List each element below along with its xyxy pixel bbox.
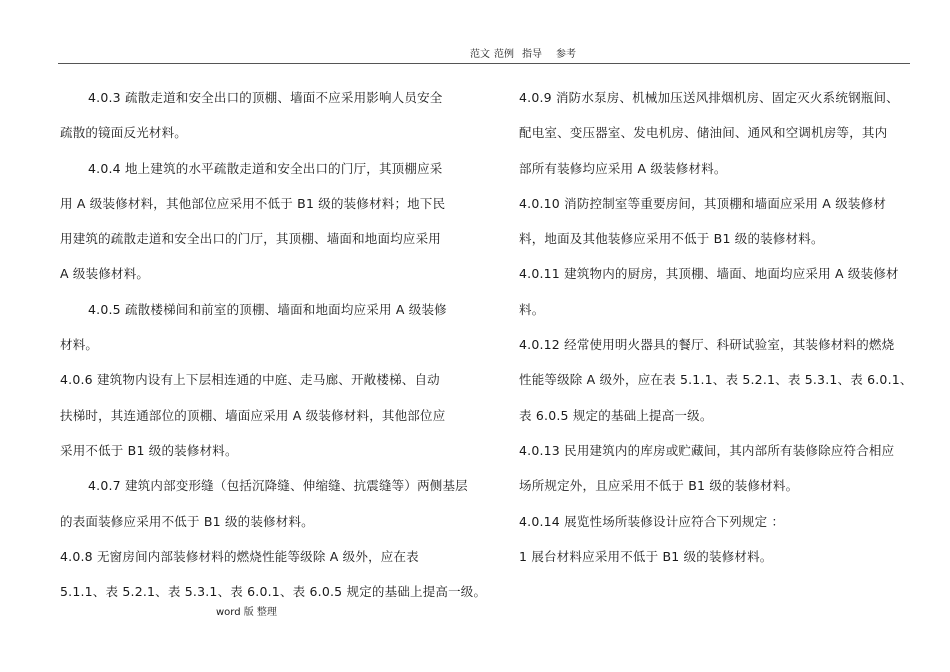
text-line: 4.0.7 建筑内部变形缝（包括沉降缝、伸缩缝、抗震缝等）两侧基层 xyxy=(88,478,468,494)
text-line: 4.0.4 地上建筑的水平疏散走道和安全出口的门厅，其顶棚应采 xyxy=(88,160,443,176)
text-line: 4.0.5 疏散楼梯间和前室的顶棚、墙面和地面均应采用 A 级装修 xyxy=(88,301,447,317)
text-line: 表 6.0.5 规定的基础上提高一级。 xyxy=(519,407,713,423)
text-line: 场所规定外，且应采用不低于 B1 级的装修材料。 xyxy=(519,478,799,494)
text-line: 1 展台材料应采用不低于 B1 级的装修材料。 xyxy=(519,548,773,564)
header-item: 范文 xyxy=(470,49,490,60)
text-line: 扶梯时，其连通部位的顶棚、墙面应采用 A 级装修材料，其他部位应 xyxy=(60,407,446,423)
text-line: 4.0.10 消防控制室等重要房间，其顶棚和墙面应采用 A 级装修材 xyxy=(519,195,887,211)
text-line: 5.1.1、表 5.2.1、表 5.3.1、表 6.0.1、表 6.0.5 规定的基础上提高一级。 xyxy=(60,584,487,600)
left-column xyxy=(60,80,487,609)
text-line: A 级装修材料。 xyxy=(60,266,150,282)
text-line: 性能等级除 A 级外，应在表 5.1.1、表 5.2.1、表 5.3.1、表 6.0.1、 xyxy=(519,372,913,388)
text-line: 用建筑的疏散走道和安全出口的门厅，其顶棚、墙面和地面均应采用 xyxy=(60,231,442,247)
text-line: 4.0.8 无窗房间内部装修材料的燃烧性能等级除 A 级外，应在表 xyxy=(60,548,419,564)
text-line: 材料。 xyxy=(60,337,99,353)
text-line: 4.0.11 建筑物内的厨房，其顶棚、墙面、地面均应采用 A 级装修材 xyxy=(519,266,899,282)
right-column xyxy=(519,80,919,574)
header-item: 指导 xyxy=(522,49,542,60)
page-footer: word 版 整理 xyxy=(216,607,277,618)
text-line: 部所有装修均应采用 A 级装修材料。 xyxy=(519,160,727,176)
text-line: 料，地面及其他装修应采用不低于 B1 级的装修材料。 xyxy=(519,231,824,247)
text-line: 料。 xyxy=(519,301,545,317)
text-line: 采用不低于 B1 级的装修材料。 xyxy=(60,442,238,458)
header-item: 范例 xyxy=(494,49,514,60)
header-item: 参考 xyxy=(556,49,576,60)
text-line: 4.0.9 消防水泵房、机械加压送风排烟机房、固定灭火系统钢瓶间、 xyxy=(519,90,899,105)
text-line: 4.0.6 建筑物内设有上下层相连通的中庭、走马廊、开敞楼梯、自动 xyxy=(60,372,440,388)
text-line: 4.0.14 展览性场所装修设计应符合下列规定 ： xyxy=(519,513,785,529)
text-line: 4.0.13 民用建筑内的库房或贮藏间，其内部所有装修除应符合相应 xyxy=(519,442,895,458)
text-line: 配电室、变压器室、发电机房、储油间、通风和空调机房等，其内 xyxy=(519,125,888,141)
text-line: 用 A 级装修材料，其他部位应采用不低于 B1 级的装修材料；地下民 xyxy=(60,195,446,211)
text-line: 4.0.3 疏散走道和安全出口的顶棚、墙面不应采用影响人员安全 xyxy=(88,90,443,105)
text-line: 4.0.12 经常使用明火器具的餐厅、科研试验室，其装修材料的燃烧 xyxy=(519,337,895,353)
page-header xyxy=(0,47,950,63)
text-line: 疏散的镜面反光材料。 xyxy=(60,125,188,141)
header-rule xyxy=(58,63,910,64)
text-line: 的表面装修应采用不低于 B1 级的装修材料。 xyxy=(60,513,314,529)
